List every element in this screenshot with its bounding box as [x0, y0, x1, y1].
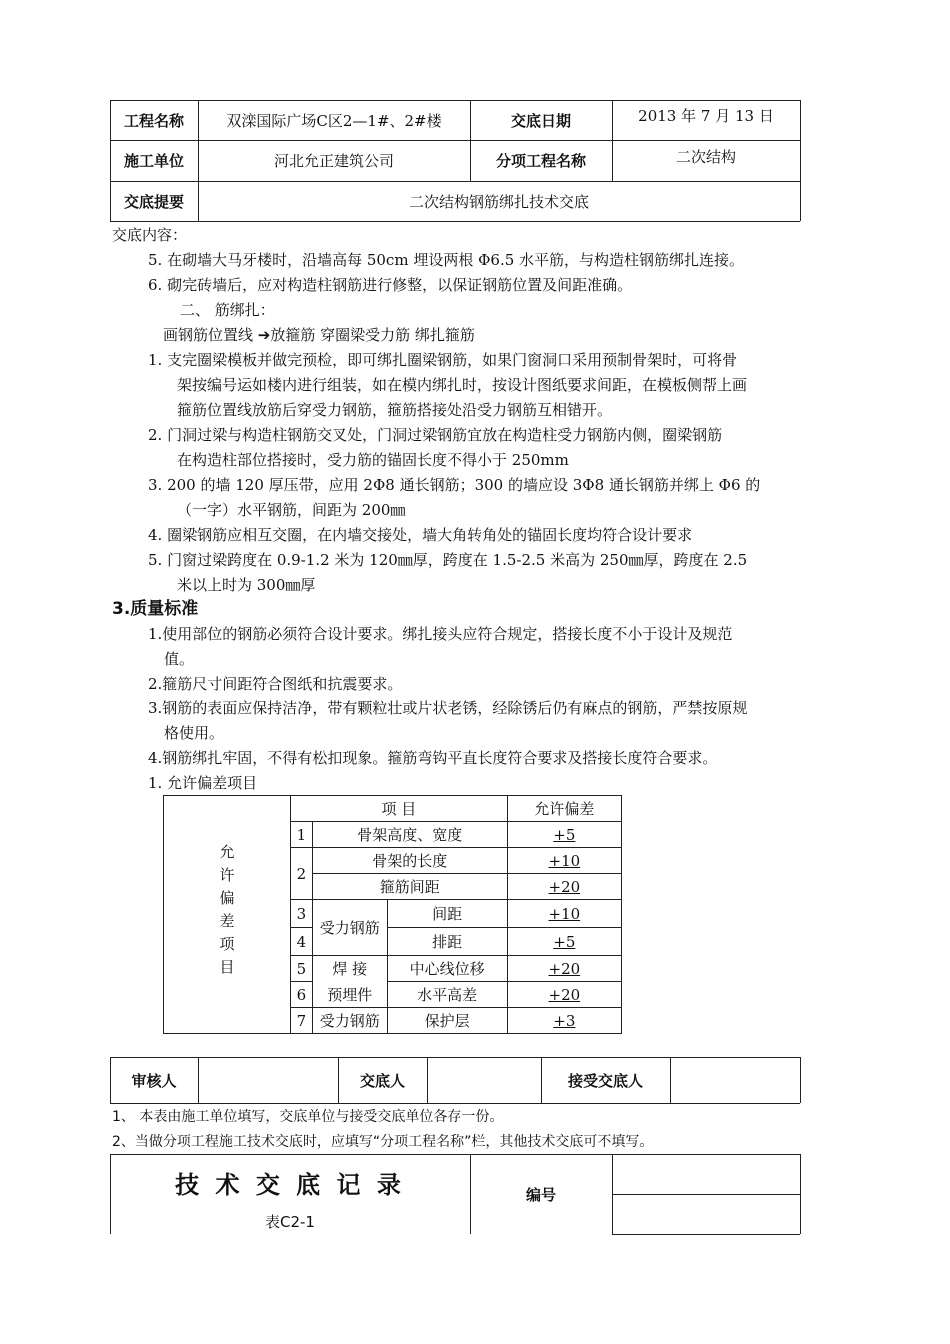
- content-line: 在构造柱部位搭接时，受力筋的锚固长度不得小于 250mm: [177, 451, 569, 469]
- row-no: 1: [291, 822, 313, 848]
- quality-line: 值。: [164, 650, 195, 668]
- row-no: 5: [291, 956, 313, 982]
- row-divider: [110, 221, 800, 222]
- col-header-item: 项 目: [291, 796, 508, 822]
- reviewer-field[interactable]: [200, 1059, 336, 1101]
- content-line: 1. 支完圈梁模板并做完预检，即可绑扎圈梁钢筋，如果门窗洞口采用预制骨架时，可将骨: [148, 351, 738, 369]
- quality-title: 3.质量标准: [112, 599, 199, 619]
- row-item: 水平高差: [387, 982, 507, 1008]
- receiver-label: 接受交底人: [567, 1071, 643, 1090]
- footer-divider: [612, 1234, 800, 1235]
- summary-value: 二次结构钢筋绑扎技术交底: [408, 192, 589, 211]
- summary-label: 交底提要: [123, 192, 184, 211]
- project-name-label: 工程名称: [123, 111, 184, 130]
- project-name: 双滦国际广场C区2—1#、2#楼: [226, 111, 442, 130]
- frame-bottom: [110, 1103, 800, 1104]
- row-no: 4: [291, 928, 313, 956]
- sub-project-label: 分项工程名称: [495, 152, 586, 170]
- footer-title: 技 术 交 底 记 录: [175, 1170, 405, 1199]
- content-line: 2. 门洞过梁与构造柱钢筋交叉处，门洞过梁钢筋宜放在构造柱受力钢筋内侧，圈梁钢筋: [148, 426, 723, 444]
- row-no: 3: [291, 900, 313, 928]
- quality-line: 1.使用部位的钢筋必须符合设计要求。绑扎接头应符合规定，搭接长度不小于设计及规范: [148, 625, 733, 643]
- quality-line: 1. 允许偏差项目: [148, 774, 258, 792]
- quality-line: 2.箍筋尺寸间距符合图纸和抗震要求。: [148, 675, 403, 693]
- date-label: 交底日期: [510, 111, 571, 130]
- form-number: 表C2-1: [265, 1212, 315, 1231]
- row-no: 2: [291, 848, 313, 900]
- row-tol: +5: [507, 928, 621, 956]
- number-field[interactable]: [614, 1156, 798, 1192]
- row-item: 间距: [387, 900, 507, 928]
- discloser-label: 交底人: [359, 1071, 405, 1090]
- unit-value: 河北允正建筑公司: [273, 152, 394, 170]
- footer-divider: [612, 1194, 800, 1195]
- content-line: 画钢筋位置线 ➔放箍筋 穿圈梁受力筋 绑扎箍筋: [163, 326, 475, 344]
- receiver-field[interactable]: [672, 1059, 798, 1101]
- row-tol: +20: [507, 874, 621, 900]
- quality-line: 格使用。: [164, 724, 225, 742]
- row-tol: +10: [507, 848, 621, 874]
- row-group: 受力钢筋: [312, 1008, 387, 1034]
- col-header-tol: 允许偏差: [507, 796, 621, 822]
- tolerance-table: [163, 795, 622, 1034]
- sub-project-value: 二次结构: [675, 147, 736, 166]
- content-line: 架按编号运如楼内进行组装，如在模内绑扎时，按设计图纸要求间距，在模板侧帮上画: [177, 376, 748, 394]
- row-item: 骨架高度、宽度: [312, 822, 507, 848]
- content-line: 6. 砌完砖墙后，应对构造柱钢筋进行修整，以保证钢筋位置及间距准确。: [148, 276, 633, 294]
- content-line: 3. 200 的墙 120 厚压带，应用 2Φ8 通长钢筋；300 的墙应设 3Φ8 通长钢筋并绑上 Φ6 的: [148, 476, 761, 494]
- discloser-field[interactable]: [429, 1059, 539, 1101]
- row-item: 排距: [387, 928, 507, 956]
- tolerance-side-label: 允许偏差项目: [164, 796, 291, 1034]
- row-group: 预埋件: [312, 982, 387, 1008]
- row-group: 焊 接: [312, 956, 387, 982]
- row-tol: +10: [507, 900, 621, 928]
- row-no: 6: [291, 982, 313, 1008]
- number-label: 编号: [525, 1185, 556, 1204]
- row-tol: +20: [507, 956, 621, 982]
- note-line: 2、当做分项工程施工技术交底时，应填写“分项工程名称”栏，其他技术交底可不填写。: [112, 1134, 654, 1150]
- row-tol: +3: [507, 1008, 621, 1034]
- footer-top: [110, 1154, 800, 1155]
- row-tol: +20: [507, 982, 621, 1008]
- reviewer-label: 审核人: [131, 1071, 177, 1090]
- row-item: 中心线位移: [387, 956, 507, 982]
- row-no: 7: [291, 1008, 313, 1034]
- col-divider: [427, 1057, 428, 1103]
- content-line: 4. 圈梁钢筋应相互交圈，在内墙交接处，墙大角转角处的锚固长度均符合设计要求: [148, 526, 693, 544]
- col-divider: [198, 1057, 199, 1103]
- content-line: 米以上时为 300㎜厚: [177, 576, 316, 594]
- frame-right: [800, 1057, 801, 1103]
- content-line: 二、 筋绑扎：: [180, 301, 275, 319]
- content-title: 交底内容：: [112, 226, 188, 244]
- row-group: 受力钢筋: [312, 900, 387, 956]
- content-line: （一字）水平钢筋，间距为 200㎜: [177, 501, 406, 519]
- row-divider: [110, 1057, 800, 1058]
- quality-line: 4.钢筋绑扎牢固，不得有松扣现象。箍筋弯钩平直长度符合要求及搭接长度符合要求。: [148, 749, 718, 767]
- row-tol: +5: [507, 822, 621, 848]
- quality-line: 3.钢筋的表面应保持洁净，带有颗粒壮或片状老锈，经除锈后仍有麻点的钢筋，严禁按原规: [148, 699, 748, 717]
- footer-right: [800, 1154, 801, 1234]
- frame-right: [800, 100, 801, 221]
- content-line: 箍筋位置线放筋后穿受力钢筋，箍筋搭接处沿受力钢筋互相错开。: [177, 401, 613, 419]
- row-item: 箍筋间距: [312, 874, 507, 900]
- content-line: 5. 门窗过梁跨度在 0.9-1.2 米为 120㎜厚，跨度在 1.5-2.5 米高为 250㎜厚，跨度在 2.5: [148, 551, 748, 569]
- date-value: 2013 年 7 月 13 日: [638, 106, 774, 125]
- col-divider: [670, 1057, 671, 1103]
- content-line: 5. 在砌墙大马牙楼时，沿墙高每 50cm 埋设两根 Φ6.5 水平筋，与构造柱钢筋绑扎连接。: [148, 251, 745, 269]
- row-item: 骨架的长度: [312, 848, 507, 874]
- note-line: 1、 本表由施工单位填写，交底单位与接受交底单位各存一份。: [112, 1109, 504, 1125]
- row-item: 保护层: [387, 1008, 507, 1034]
- unit-label: 施工单位: [123, 152, 184, 170]
